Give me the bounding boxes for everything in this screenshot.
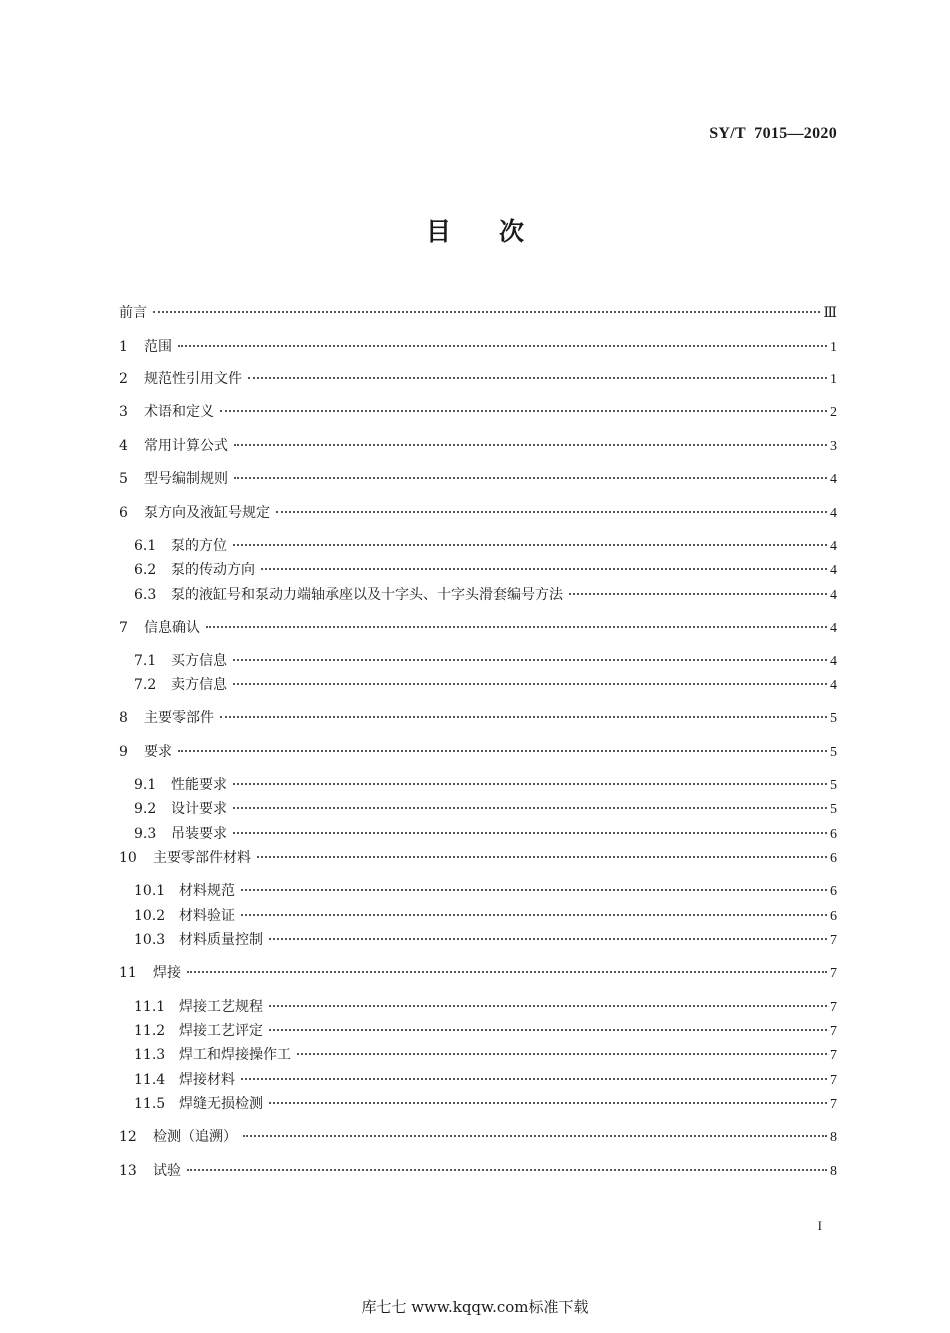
dot-leader	[220, 410, 827, 412]
dot-leader	[178, 345, 827, 347]
toc-entry-page: 7	[830, 1024, 837, 1039]
toc-entry-title: 主要零部件材料	[153, 850, 251, 866]
toc-entry-number: 9.3	[134, 826, 157, 842]
toc-entry-number: 6.1	[134, 538, 157, 554]
toc-entry-title: 焊接	[153, 965, 181, 981]
toc-entry-page: 1	[830, 340, 837, 355]
dot-leader	[234, 444, 827, 446]
toc-entry-page: 8	[830, 1130, 837, 1145]
toc-entry[interactable]	[119, 708, 837, 728]
toc-entry-page: 4	[830, 621, 837, 636]
toc-entry-number: 8	[119, 710, 128, 726]
toc-entry-page: 4	[830, 654, 837, 669]
dot-leader	[233, 659, 827, 661]
toc-entry[interactable]	[119, 469, 837, 489]
toc-entry-page: 2	[830, 405, 837, 420]
toc-entry-number: 11.5	[134, 1096, 166, 1112]
dot-leader	[233, 544, 827, 546]
toc-entry-title: 规范性引用文件	[144, 371, 242, 387]
toc-entry-number: 1	[119, 339, 128, 355]
toc-entry-page: 5	[830, 802, 837, 817]
toc-entry-title: 焊接工艺评定	[179, 1023, 263, 1039]
toc-entry-number: 10.3	[134, 932, 166, 948]
toc-entry[interactable]	[134, 824, 837, 844]
dot-leader	[220, 716, 827, 718]
toc-entry[interactable]	[134, 997, 837, 1017]
toc-entry[interactable]	[119, 618, 837, 638]
toc-entry-title: 设计要求	[171, 801, 227, 817]
dot-leader	[261, 568, 827, 570]
toc-entry-page: 4	[830, 539, 837, 554]
toc-entry-title: 试验	[153, 1163, 181, 1179]
toc-entry-title: 泵的方位	[171, 538, 227, 554]
title-char-1: 目	[425, 217, 451, 246]
toc-entry-page: 6	[830, 884, 837, 899]
toc-entry-title: 型号编制规则	[144, 471, 228, 487]
dot-leader	[234, 477, 827, 479]
dot-leader	[269, 938, 827, 940]
dot-leader	[269, 1029, 827, 1031]
toc-entry[interactable]	[134, 775, 837, 795]
toc-entry-page: 6	[830, 851, 837, 866]
dot-leader	[233, 783, 827, 785]
dot-leader	[233, 683, 827, 685]
toc-entry-title: 要求	[144, 744, 172, 760]
toc-entry[interactable]	[134, 930, 837, 950]
toc-entry[interactable]	[119, 369, 837, 389]
toc-entry-number: 11.3	[134, 1047, 166, 1063]
toc-entry-title: 焊接工艺规程	[179, 999, 263, 1015]
toc-entry-number: 5	[119, 471, 128, 487]
dot-leader	[153, 311, 820, 313]
toc-entry-title: 焊接材料	[179, 1072, 235, 1088]
toc-entry-title: 买方信息	[171, 653, 227, 669]
toc-entry[interactable]	[119, 402, 837, 422]
toc-entry-page: 7	[830, 1073, 837, 1088]
toc-entry-title: 焊工和焊接操作工	[179, 1047, 291, 1063]
toc-entry-title: 卖方信息	[171, 677, 227, 693]
toc-entry[interactable]	[134, 881, 837, 901]
dot-leader	[243, 1135, 827, 1137]
toc-entry[interactable]	[134, 1070, 837, 1090]
toc-entry-number: 7.2	[134, 677, 157, 693]
toc-entry-page: 5	[830, 778, 837, 793]
toc-entry[interactable]	[134, 799, 837, 819]
dot-leader	[276, 511, 827, 513]
toc-entry[interactable]	[134, 1021, 837, 1041]
toc-entry-title: 材料质量控制	[179, 932, 263, 948]
toc-entry-title: 术语和定义	[144, 404, 214, 420]
toc-entry-number: 10.2	[134, 908, 166, 924]
toc-entry-title: 性能要求	[171, 777, 227, 793]
toc-entry-page: 7	[830, 1048, 837, 1063]
toc-entry-page: 7	[830, 1000, 837, 1015]
toc-entry-title: 主要零部件	[144, 710, 214, 726]
toc-entry-number: 3	[119, 404, 128, 420]
toc-entry[interactable]	[134, 585, 837, 605]
toc-entry[interactable]	[134, 1045, 837, 1065]
toc-entry-page: 3	[830, 439, 837, 454]
toc-entry[interactable]	[119, 503, 837, 523]
toc-entry-number: 4	[119, 438, 128, 454]
toc-entry-page: 4	[830, 563, 837, 578]
toc-entry[interactable]	[119, 436, 837, 456]
toc-entry[interactable]	[119, 1127, 837, 1147]
toc-entry-title: 材料规范	[179, 883, 235, 899]
toc-entry-number: 11	[119, 965, 137, 981]
toc-entry-page: 5	[830, 745, 837, 760]
toc-entry[interactable]	[134, 675, 837, 695]
toc-entry[interactable]	[134, 1094, 837, 1114]
toc-entry[interactable]	[119, 303, 837, 323]
toc-entry[interactable]	[119, 1161, 837, 1181]
toc-entry-page: 6	[830, 909, 837, 924]
dot-leader	[569, 593, 827, 595]
toc-entry-page: 1	[830, 372, 837, 387]
toc-entry-title: 范围	[144, 339, 172, 355]
toc-entry-title: 材料验证	[179, 908, 235, 924]
toc-entry-title: 泵方向及液缸号规定	[144, 505, 270, 521]
toc-entry-number: 7.1	[134, 653, 157, 669]
dot-leader	[233, 832, 827, 834]
toc-entry[interactable]	[134, 651, 837, 671]
toc-entry-number: 12	[119, 1129, 137, 1145]
toc-entry[interactable]	[134, 906, 837, 926]
standard-code: SY/T 7015—2020	[709, 125, 837, 142]
toc-entry-number: 7	[119, 620, 128, 636]
dot-leader	[187, 971, 827, 973]
toc-entry-page: 7	[830, 966, 837, 981]
toc-entry-number: 6.3	[134, 587, 157, 603]
toc-entry-number: 13	[119, 1163, 137, 1179]
toc-entry-title: 焊缝无损检测	[179, 1096, 263, 1112]
dot-leader	[206, 626, 827, 628]
watermark: 库七七 www.kqqw.com标准下载	[361, 1298, 589, 1316]
toc-entry-page: 8	[830, 1164, 837, 1179]
toc-entry-number: 11.1	[134, 999, 166, 1015]
dot-leader	[241, 889, 827, 891]
toc-entry[interactable]	[119, 742, 837, 762]
dot-leader	[241, 1078, 827, 1080]
toc-entry-number: 6.2	[134, 562, 157, 578]
toc-entry-number: 11.4	[134, 1072, 166, 1088]
dot-leader	[178, 750, 827, 752]
toc-entry-number: 6	[119, 505, 128, 521]
toc-entry-page: 7	[830, 1097, 837, 1112]
toc-entry-number: 2	[119, 371, 128, 387]
toc-entry-page: 4	[830, 678, 837, 693]
toc-entry[interactable]	[119, 963, 837, 983]
toc-entry-page: 7	[830, 933, 837, 948]
toc-entry-number: 9	[119, 744, 128, 760]
title-char-2: 次	[499, 217, 525, 246]
toc-entry-number: 10.1	[134, 883, 166, 899]
toc-entry[interactable]	[134, 560, 837, 580]
toc-entry-number: 10	[119, 850, 137, 866]
dot-leader	[241, 914, 827, 916]
toc-entry-page: Ⅲ	[823, 306, 837, 321]
toc-entry[interactable]	[119, 848, 837, 868]
toc-entry-page: 4	[830, 506, 837, 521]
toc-entry-number: 9.2	[134, 801, 157, 817]
dot-leader	[233, 807, 827, 809]
toc-entry[interactable]	[119, 337, 837, 357]
toc-entry-title: 泵的传动方向	[171, 562, 255, 578]
toc-entry-title: 信息确认	[144, 620, 200, 636]
toc-entry-title: 前言	[119, 305, 147, 321]
dot-leader	[297, 1053, 827, 1055]
dot-leader	[269, 1102, 827, 1104]
page-number: I	[817, 1218, 822, 1233]
toc-entry-number: 9.1	[134, 777, 157, 793]
toc-entry-title: 检测（追溯）	[153, 1129, 237, 1145]
toc-entry-number: 11.2	[134, 1023, 166, 1039]
toc-entry-page: 4	[830, 472, 837, 487]
dot-leader	[269, 1005, 827, 1007]
dot-leader	[187, 1169, 827, 1171]
toc-entry-title: 吊装要求	[171, 826, 227, 842]
toc-entry[interactable]	[134, 536, 837, 556]
toc-entry-title: 常用计算公式	[144, 438, 228, 454]
toc-entry-title: 泵的液缸号和泵动力端轴承座以及十字头、十字头滑套编号方法	[171, 587, 563, 603]
dot-leader	[257, 856, 827, 858]
toc-entry-page: 5	[830, 711, 837, 726]
dot-leader	[248, 377, 827, 379]
toc-entry-page: 4	[830, 588, 837, 603]
toc-entry-page: 6	[830, 827, 837, 842]
